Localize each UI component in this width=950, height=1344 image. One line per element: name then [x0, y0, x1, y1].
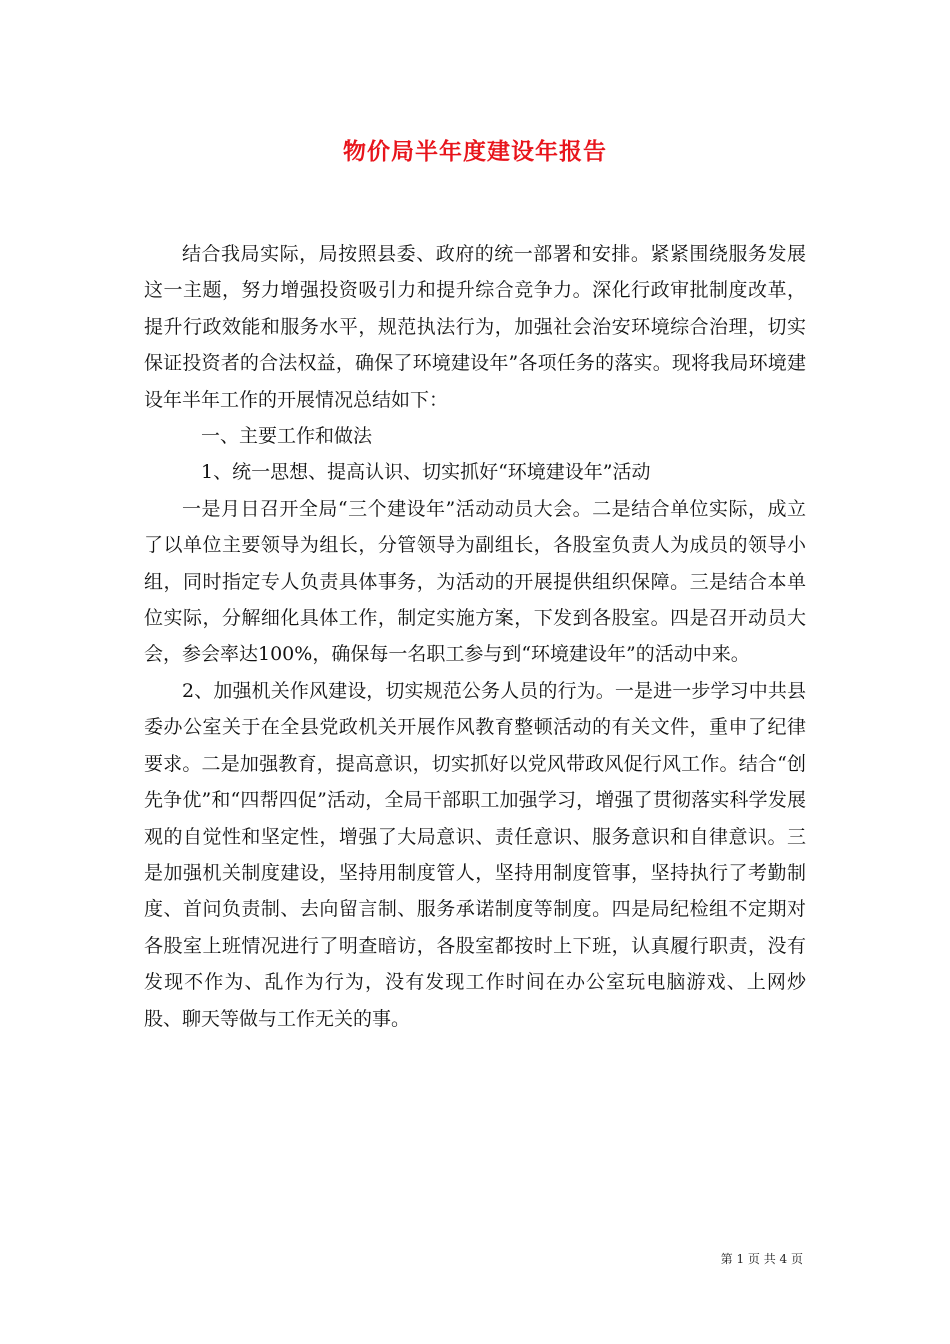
section-heading: 一、主要工作和做法 [201, 425, 373, 448]
intro-paragraph: 结合我局实际，局按照县委、政府的统一部署和安排。紧紧围绕服务发展这一主题，努力增强投资吸引力和提升综合竞争力。深化行政审批制度改革，提升行政效能和服务水平，规范执法行为，加强社会治安环境综合治理，切实保证投资者的合法权益，确保了环境建设年”各项任务的落实。现将我局环境建设年半年工作的开展情况总结如下： [144, 243, 806, 411]
document-title: 物价局半年度建设年报告 [343, 138, 607, 165]
paragraph-2: 2、加强机关作风建设，切实规范公务人员的行为。一是进一步学习中共县委办公室关于在全县党政机关开展作风教育整顿活动的有关文件，重申了纪律要求。二是加强教育，提高意识，切实抓好以党风带政风促行风工作。结合“创先争优”和“四帮四促”活动，全局干部职工加强学习，增强了贯彻落实科学发展观的自觉性和坚定性，增强了大局意识、责任意识、服务意识和自律意识。三是加强机关制度建设，坚持用制度管人，坚持用制度管事，坚持执行了考勤制度、首问负责制、去向留言制、服务承诺制度等制度。四是局纪检组不定期对各股室上班情况进行了明查暗访，各股室都按时上下班，认真履行职责，没有发现不作为、乱作为行为，没有发现工作时间在办公室玩电脑游戏、上网炒股、聊天等做与工作无关的事。 [144, 679, 806, 1030]
paragraph-1: 一是月日召开全局“三个建设年”活动动员大会。二是结合单位实际，成立了以单位主要领导为组长，分管领导为副组长，各股室负责人为成员的领导小组，同时指定专人负责具体事务，为活动的开展提供组织保障。三是结合本单位实际，分解细化具体工作，制定实施方案，下发到各股室。四是召开动员大会，参会率达100%，确保每一名职工参与到“环境建设年”的活动中来。 [144, 497, 806, 666]
document-body [144, 236, 806, 1037]
page-number-footer: 第 1 页 共 4 页 [720, 1252, 803, 1266]
subsection-heading-1: 1、统一思想、提高认识、切实抓好“环境建设年”活动 [201, 461, 651, 484]
